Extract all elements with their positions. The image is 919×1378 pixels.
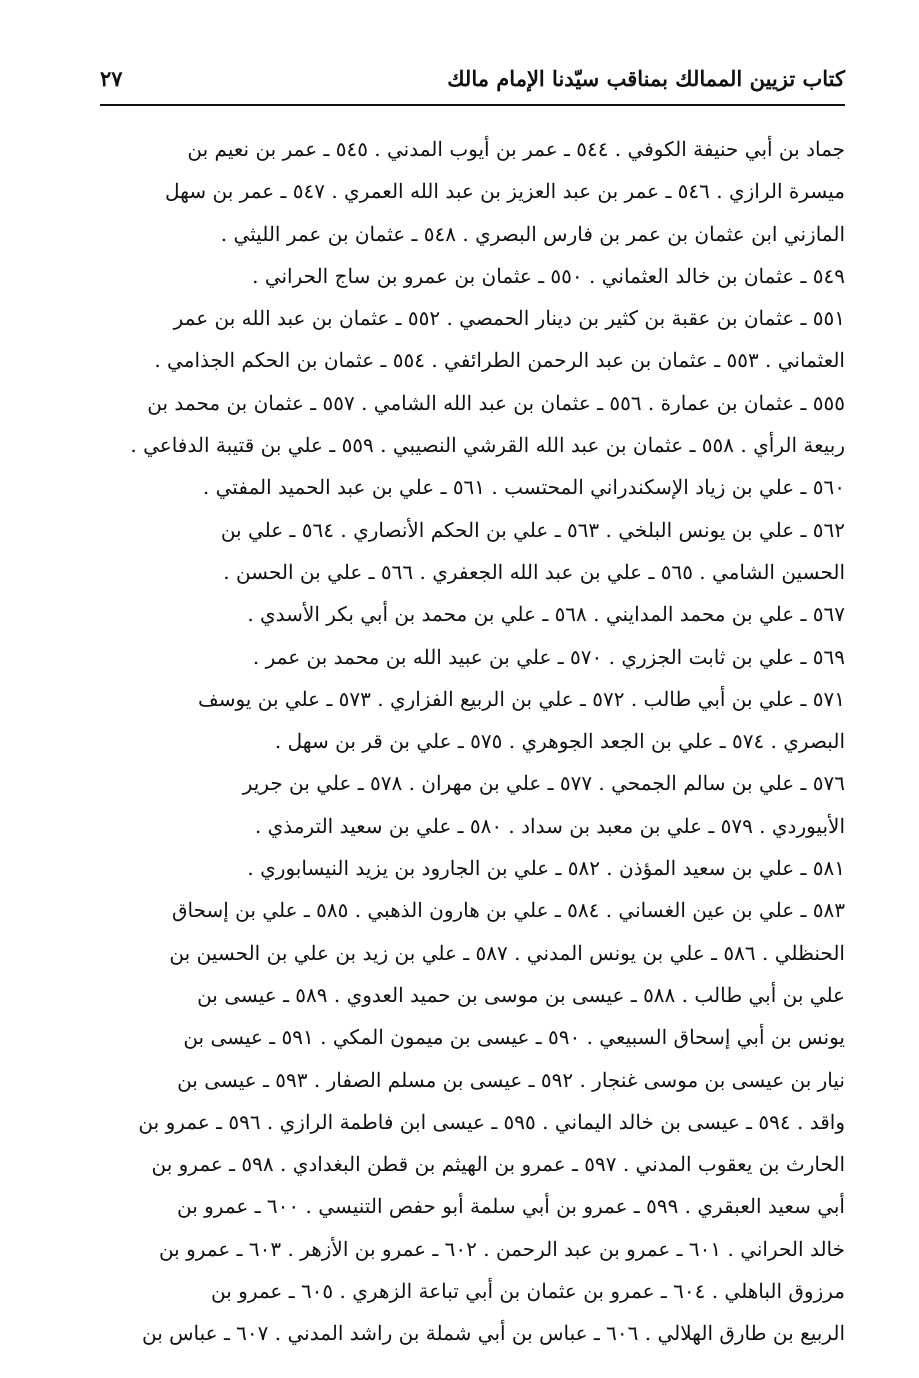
text-line: البصري . ٥٧٤ ـ علي بن الجعد الجوهري . ٥٧٥ ـ علي بن قر بن سهل . [274, 729, 845, 754]
text-line: ٥٤٩ ـ عثمان بن خالد العثماني . ٥٥٠ ـ عثمان بن عمرو بن ساج الحراني . [252, 263, 845, 288]
text-line: ميسرة الرازي . ٥٤٦ ـ عمر بن عبد العزيز بن عبد الله العمري . ٥٤٧ ـ عمر بن سهل [165, 179, 845, 204]
text-line: ٥٨٣ ـ علي بن عين الغساني . ٥٨٤ ـ علي بن هارون الذهبي . ٥٨٥ ـ علي بن إسحاق [171, 898, 845, 923]
book-title: كتاب تزيين الممالك بمناقب سيّدنا الإمام مالك [447, 66, 845, 91]
text-line: الأبيوردي . ٥٧٩ ـ علي بن معبد بن سداد . ٥٨٠ ـ علي بن سعيد الترمذي . [254, 813, 845, 838]
text-line: يونس بن أبي إسحاق السبيعي . ٥٩٠ ـ عيسى بن ميمون المكي . ٥٩١ ـ عيسى بن [183, 1025, 845, 1050]
text-line: ٥٦٢ ـ علي بن يونس البلخي . ٥٦٣ ـ علي بن الحكم الأنصاري . ٥٦٤ ـ علي بن [220, 517, 845, 542]
text-line: ٥٥٥ ـ عثمان بن عمارة . ٥٥٦ ـ عثمان بن عبد الله الشامي . ٥٥٧ ـ عثمان بن محمد بن [147, 390, 845, 415]
page-number: ٢٧ [100, 66, 123, 91]
header-rule [100, 104, 845, 106]
text-line: ٥٧٦ ـ علي بن سالم الجمحي . ٥٧٧ ـ علي بن مهران . ٥٧٨ ـ علي بن جرير [242, 771, 845, 796]
text-line: أبي سعيد العبقري . ٥٩٩ ـ عمرو بن أبي سلمة أبو حفص التنيسي . ٦٠٠ ـ عمرو بن [177, 1194, 845, 1219]
page-body [100, 128, 845, 1355]
text-line: ٥٧١ ـ علي بن أبي طالب . ٥٧٢ ـ علي بن الربيع الفزاري . ٥٧٣ ـ علي بن يوسف [198, 686, 845, 711]
text-line: ٥٥١ ـ عثمان بن عقبة بن كثير بن دينار الحمصي . ٥٥٢ ـ عثمان بن عبد الله بن عمر [173, 306, 845, 331]
text-line: ٥٦٠ ـ علي بن زياد الإسكندراني المحتسب . ٥٦١ ـ علي بن عبد الحميد المفتي . [202, 475, 845, 500]
text-line: خالد الحراني . ٦٠١ ـ عمرو بن عبد الرحمن . ٦٠٢ ـ عمرو بن الأزهر . ٦٠٣ ـ عمرو بن [158, 1236, 845, 1261]
text-line: ربيعة الرأي . ٥٥٨ ـ عثمان بن عبد الله القرشي النصيبي . ٥٥٩ ـ علي بن قتيبة الدفاعي . [130, 433, 845, 458]
text-line: الحنظلي . ٥٨٦ ـ علي بن يونس المدني . ٥٨٧ ـ علي بن زيد بن علي بن الحسين بن [169, 940, 845, 965]
text-line: الربيع بن طارق الهلالي . ٦٠٦ ـ عباس بن أبي شملة بن راشد المدني . ٦٠٧ ـ عباس بن [141, 1321, 845, 1346]
text-line: ٥٦٧ ـ علي بن محمد المدايني . ٥٦٨ ـ علي بن محمد بن أبي بكر الأسدي . [247, 602, 845, 627]
text-line: ٥٦٩ ـ علي بن ثابت الجزري . ٥٧٠ ـ علي بن عبيد الله بن محمد بن عمر . [252, 644, 845, 669]
text-line: جماد بن أبي حنيفة الكوفي . ٥٤٤ ـ عمر بن أيوب المدني . ٥٤٥ ـ عمر بن نعيم بن [187, 137, 845, 161]
text-line: المازني ابن عثمان بن عمر بن فارس البصري . ٥٤٨ ـ عثمان بن عمر الليثي . [220, 221, 845, 246]
running-header [100, 62, 845, 102]
text-line: ٥٨١ ـ علي بن سعيد المؤذن . ٥٨٢ ـ علي بن الجارود بن يزيد النيسابوري . [247, 856, 845, 881]
text-line: مرزوق الباهلي . ٦٠٤ ـ عمرو بن عثمان بن أبي تباعة الزهري . ٦٠٥ ـ عمرو بن [211, 1279, 845, 1304]
text-line: الحسين الشامي . ٥٦٥ ـ علي بن عبد الله الجعفري . ٥٦٦ ـ علي بن الحسن . [223, 559, 845, 584]
text-line: نيار بن عيسى بن موسى غنجار . ٥٩٢ ـ عيسى بن مسلم الصفار . ٥٩٣ ـ عيسى بن [177, 1067, 845, 1092]
text-line: العثماني . ٥٥٣ ـ عثمان بن عبد الرحمن الطرائفي . ٥٥٤ ـ عثمان بن الحكم الجذامي . [154, 348, 845, 373]
text-line: واقد . ٥٩٤ ـ عيسى بن خالد اليماني . ٥٩٥ ـ عيسى ابن فاطمة الرازي . ٥٩٦ ـ عمرو بن [138, 1109, 845, 1134]
text-line: علي بن أبي طالب . ٥٨٨ ـ عيسى بن موسى بن حميد العدوي . ٥٨٩ ـ عيسى بن [197, 982, 845, 1007]
text-line: الحارث بن يعقوب المدني . ٥٩٧ ـ عمرو بن الهيثم بن قطن البغدادي . ٥٩٨ ـ عمرو بن [151, 1152, 845, 1177]
